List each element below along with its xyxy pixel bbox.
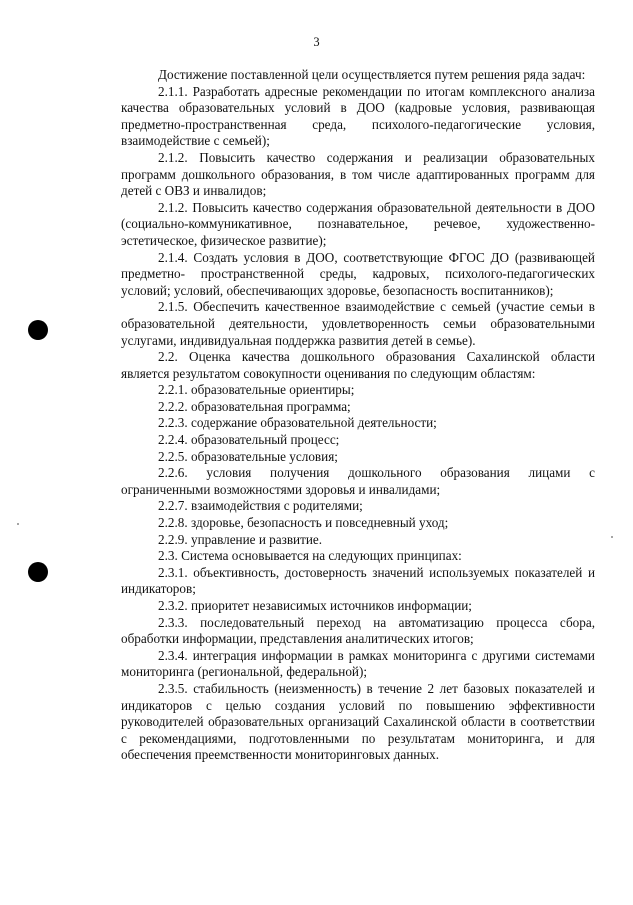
paragraph-task-2-1-1: 2.1.1. Разработать адресные рекомендации по итогам комплексного анализа качества образовательных условий в ДОО (кадровые условия, развивающая предметно-пространственная среда, психолого-педагогические условия, взаимодействие с семьей); [121,83,595,149]
list-item-2-2-5: 2.2.5. образовательные условия; [158,448,338,464]
list-item-2-3-4: 2.3.4. интеграция информации в рамках мониторинга с другими системами мониторинга (региональной, федеральной); [121,647,595,680]
list-item-2-2-7: 2.2.7. взаимодействия с родителями; [158,498,363,514]
list-item-2-2-6: 2.2.6. условия получения дошкольного образования лицами с ограниченными возможностями здоровья и инвалидами; [121,465,595,497]
page-number: 3 [313,35,320,49]
list-item-2-2-3: 2.2.3. содержание образовательной деятельности; [158,415,437,431]
paragraph-task-2-1-5: 2.1.5. Обеспечить качественное взаимодействие с семьей (участие семьи в образовательной деятельности, удовлетворенность семьи образовательными услугами, индивидуальная поддержка развития детей в семье). [121,299,595,348]
list-item-2-3-3: 2.3.3. последовательный переход на автоматизацию процесса сбора, обработки информации, представления аналитических итогов; [121,614,595,647]
punch-hole-bottom [28,562,48,582]
paragraph-task-2-1-4: 2.1.4. Создать условия в ДОО, соответствующие ФГОС ДО (развивающей предметно- пространственной среды, кадровых, психолого-педагогических условий; условий, обеспечивающих здоровье, безопасность воспитанников); [121,249,595,298]
list-item-2-2-1: 2.2.1. образовательные ориентиры; [158,382,355,398]
paragraph-2-3: 2.3. Система основывается на следующих принципах: [158,548,462,564]
paragraph-task-2-1-2-programs: 2.1.2. Повысить качество содержания и реализации образовательных программ дошкольного образования, в том числе адаптированных программ для детей с ОВЗ и инвалидов; [121,149,595,199]
list-item-2-2-2: 2.2.2. образовательная программа; [158,398,351,414]
paragraph-2-2: 2.2. Оценка качества дошкольного образования Сахалинской области является результатом совокупности оценивания по следующим областям: [121,349,595,381]
punch-hole-top [28,320,48,340]
document-body [121,67,595,764]
list-item-2-2-9: 2.2.9. управление и развитие. [158,531,323,547]
list-item-2-3-2: 2.3.2. приоритет независимых источников информации; [158,598,472,613]
list-item-2-3-5: 2.3.5. стабильность (неизменность) в течение 2 лет базовых показателей и индикаторов с целью создания условий по повышению эффективности руководителей образовательных организаций Сахалинской области в соответствии с рекомендациями, подготовленными по результатам мониторинга, и для обеспечения преемственности мониторинговых данных. [121,680,595,763]
paragraph-task-2-1-2-content: 2.1.2. Повысить качество содержания образовательной деятельности в ДОО (социально-коммуникативное, познавательное, речевое, художественно-эстетическое, физическое развитие); [121,199,595,248]
scan-speck [611,536,613,538]
list-item-2-2-4: 2.2.4. образовательный процесс; [158,432,340,448]
list-item-2-2-8: 2.2.8. здоровье, безопасность и повседневный уход; [158,515,449,531]
paragraph-intro: Достижение поставленной цели осуществляется путем решения ряда задач: [158,67,586,82]
list-item-2-3-1: 2.3.1. объективность, достоверность значений используемых показателей и индикаторов; [121,564,595,597]
scan-speck [17,523,19,525]
